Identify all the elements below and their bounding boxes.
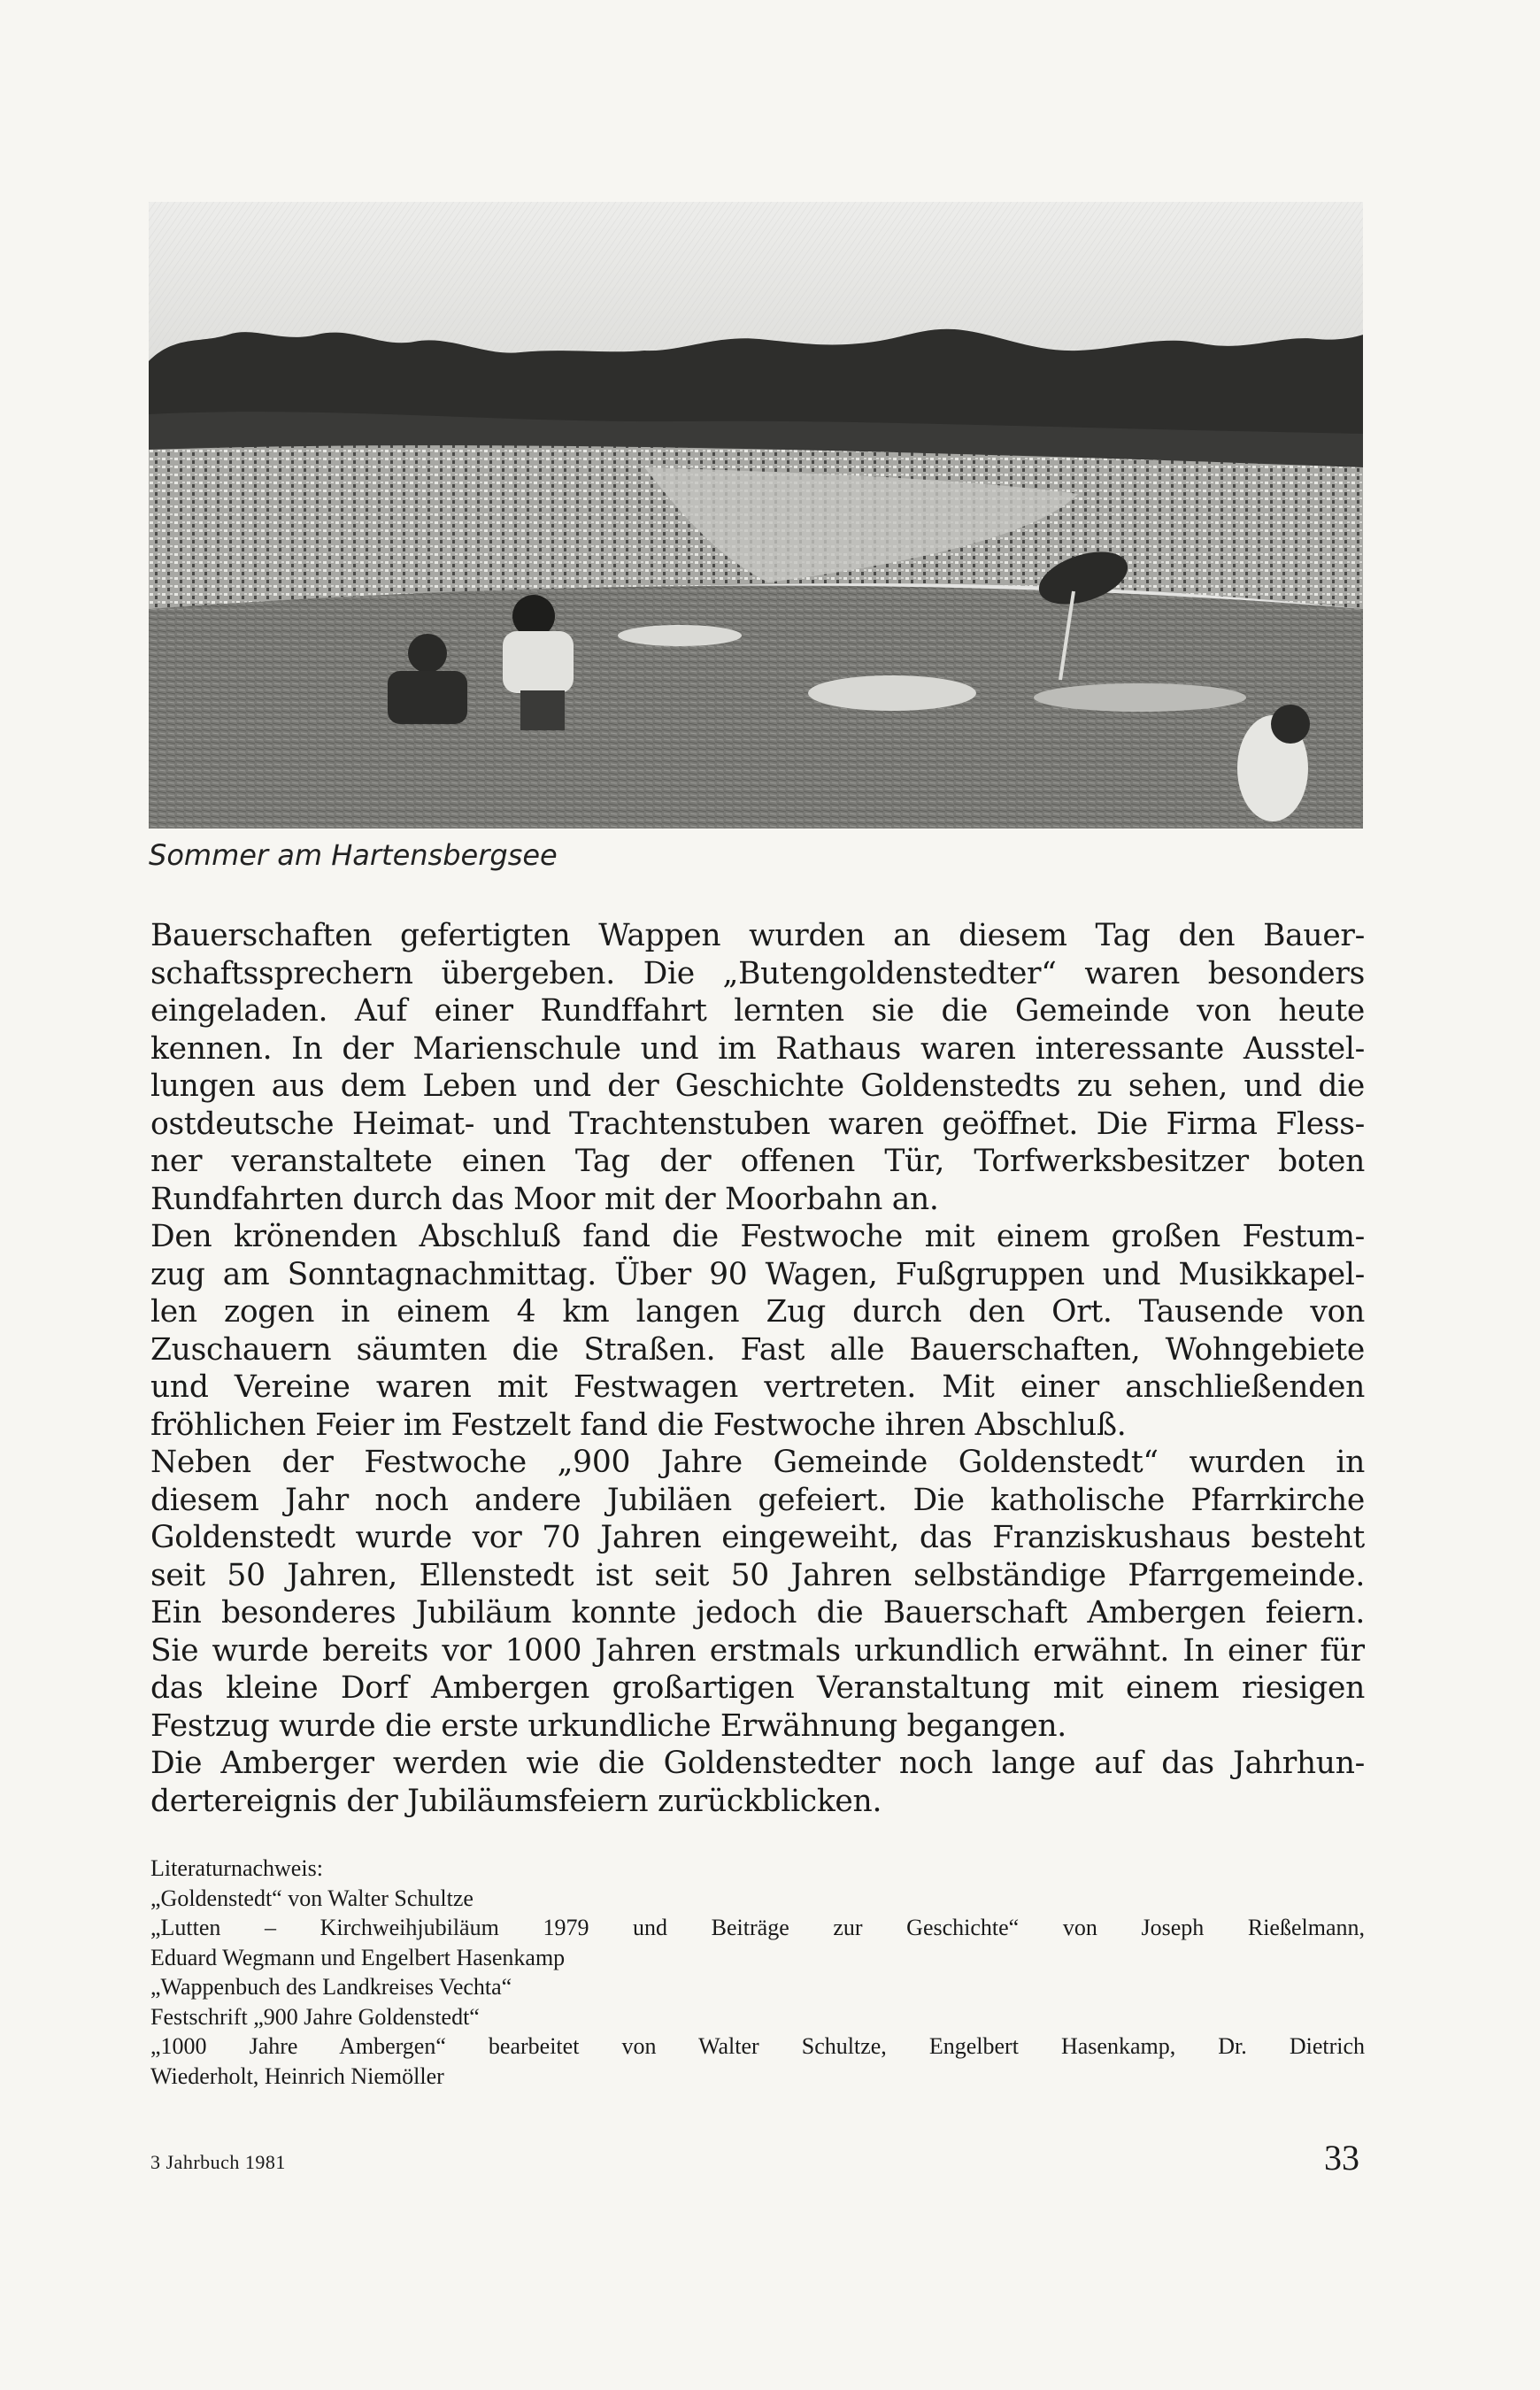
body-line: eingeladen. Auf einer Rundffahrt lernten sie die Gemeinde von heute xyxy=(150,993,1365,1029)
reference-line: Festschrift „900 Jahre Goldenstedt“ xyxy=(150,2003,480,2030)
body-line: Bauerschaften gefertigten Wappen wurden an diesem Tag den Bauer- xyxy=(150,918,1365,953)
reference-line: „1000 Jahre Ambergen“ bearbeitet von Walter Schultze, Engelbert Hasenkamp, Dr. Dietrich xyxy=(150,2033,1365,2059)
body-line: len zogen in einem 4 km langen Zug durch den Ort. Tausende von xyxy=(150,1294,1365,1330)
body-line: Festzug wurde die erste urkundliche Erwähnung begangen. xyxy=(150,1708,1066,1744)
body-line: lungen aus dem Leben und der Geschichte Goldenstedts zu sehen, und die xyxy=(150,1068,1365,1104)
photo-caption: Sommer am Hartensbergsee xyxy=(149,838,558,872)
body-line: Goldenstedt wurde vor 70 Jahren eingeweiht, das Franziskushaus besteht xyxy=(150,1520,1365,1555)
body-line: fröhlichen Feier im Festzelt fand die Festwoche ihren Abschluß. xyxy=(150,1407,1127,1443)
reference-line: Wiederholt, Heinrich Niemöller xyxy=(150,2062,444,2089)
body-line: und Vereine waren mit Festwagen vertreten. Mit einer anschließenden xyxy=(150,1369,1365,1405)
reference-line: Eduard Wegmann und Engelbert Hasenkamp xyxy=(150,1944,566,1970)
body-line: kennen. In der Marienschule und im Rathaus waren interessante Ausstel- xyxy=(150,1030,1365,1067)
references xyxy=(150,1854,1365,2091)
page-number: 33 xyxy=(1324,2138,1359,2178)
body-line: Rundfahrten durch das Moor mit der Moorbahn an. xyxy=(150,1181,939,1217)
body-line: das kleine Dorf Ambergen großartigen Veranstaltung mit einem riesigen xyxy=(150,1670,1365,1706)
references-heading: Literaturnachweis: xyxy=(150,1855,323,1881)
body-line: Den krönenden Abschluß fand die Festwoche mit einem großen Festum- xyxy=(150,1219,1365,1254)
reference-line: „Goldenstedt“ von Walter Schultze xyxy=(150,1885,474,1911)
print-signature: 3 Jahrbuch 1981 xyxy=(150,2151,286,2173)
body-line: dertereignis der Jubiläumsfeiern zurückblicken. xyxy=(150,1783,882,1819)
article-body xyxy=(150,917,1365,1820)
reference-line: „Lutten – Kirchweihjubiläum 1979 und Beiträge zur Geschichte“ von Joseph Rießelmann, xyxy=(150,1915,1365,1940)
body-line: Ein besonderes Jubiläum konnte jedoch die Bauerschaft Ambergen feiern. xyxy=(150,1595,1365,1631)
body-line: Neben der Festwoche „900 Jahre Gemeinde Goldenstedt“ wurden in xyxy=(150,1445,1365,1480)
body-line: diesem Jahr noch andere Jubiläen gefeiert. Die katholische Pfarrkirche xyxy=(150,1482,1365,1518)
body-line: ner veranstaltete einen Tag der offenen Tür, Torfwerksbesitzer boten xyxy=(150,1144,1365,1179)
body-line: Die Amberger werden wie die Goldenstedter noch lange auf das Jahrhun- xyxy=(150,1746,1365,1781)
body-line: schaftssprechern übergeben. Die „Butengoldenstedter“ waren besonders xyxy=(150,955,1365,991)
body-line: Zuschauern säumten die Straßen. Fast alle Bauerschaften, Wohngebiete xyxy=(150,1331,1365,1368)
lake-beach-photo xyxy=(149,202,1363,829)
reference-line: „Wappenbuch des Landkreises Vechta“ xyxy=(150,1974,512,2000)
body-line: seit 50 Jahren, Ellenstedt ist seit 50 Jahren selbständige Pfarrgemeinde. xyxy=(150,1557,1365,1593)
body-line: Sie wurde bereits vor 1000 Jahren erstmals urkundlich erwähnt. In einer für xyxy=(150,1632,1365,1669)
body-line: ostdeutsche Heimat- und Trachtenstuben waren geöffnet. Die Firma Fless- xyxy=(150,1106,1365,1142)
body-line: zug am Sonntagnachmittag. Über 90 Wagen, Fußgruppen und Musikkapel- xyxy=(150,1256,1365,1292)
photo-illustration xyxy=(149,202,1363,829)
